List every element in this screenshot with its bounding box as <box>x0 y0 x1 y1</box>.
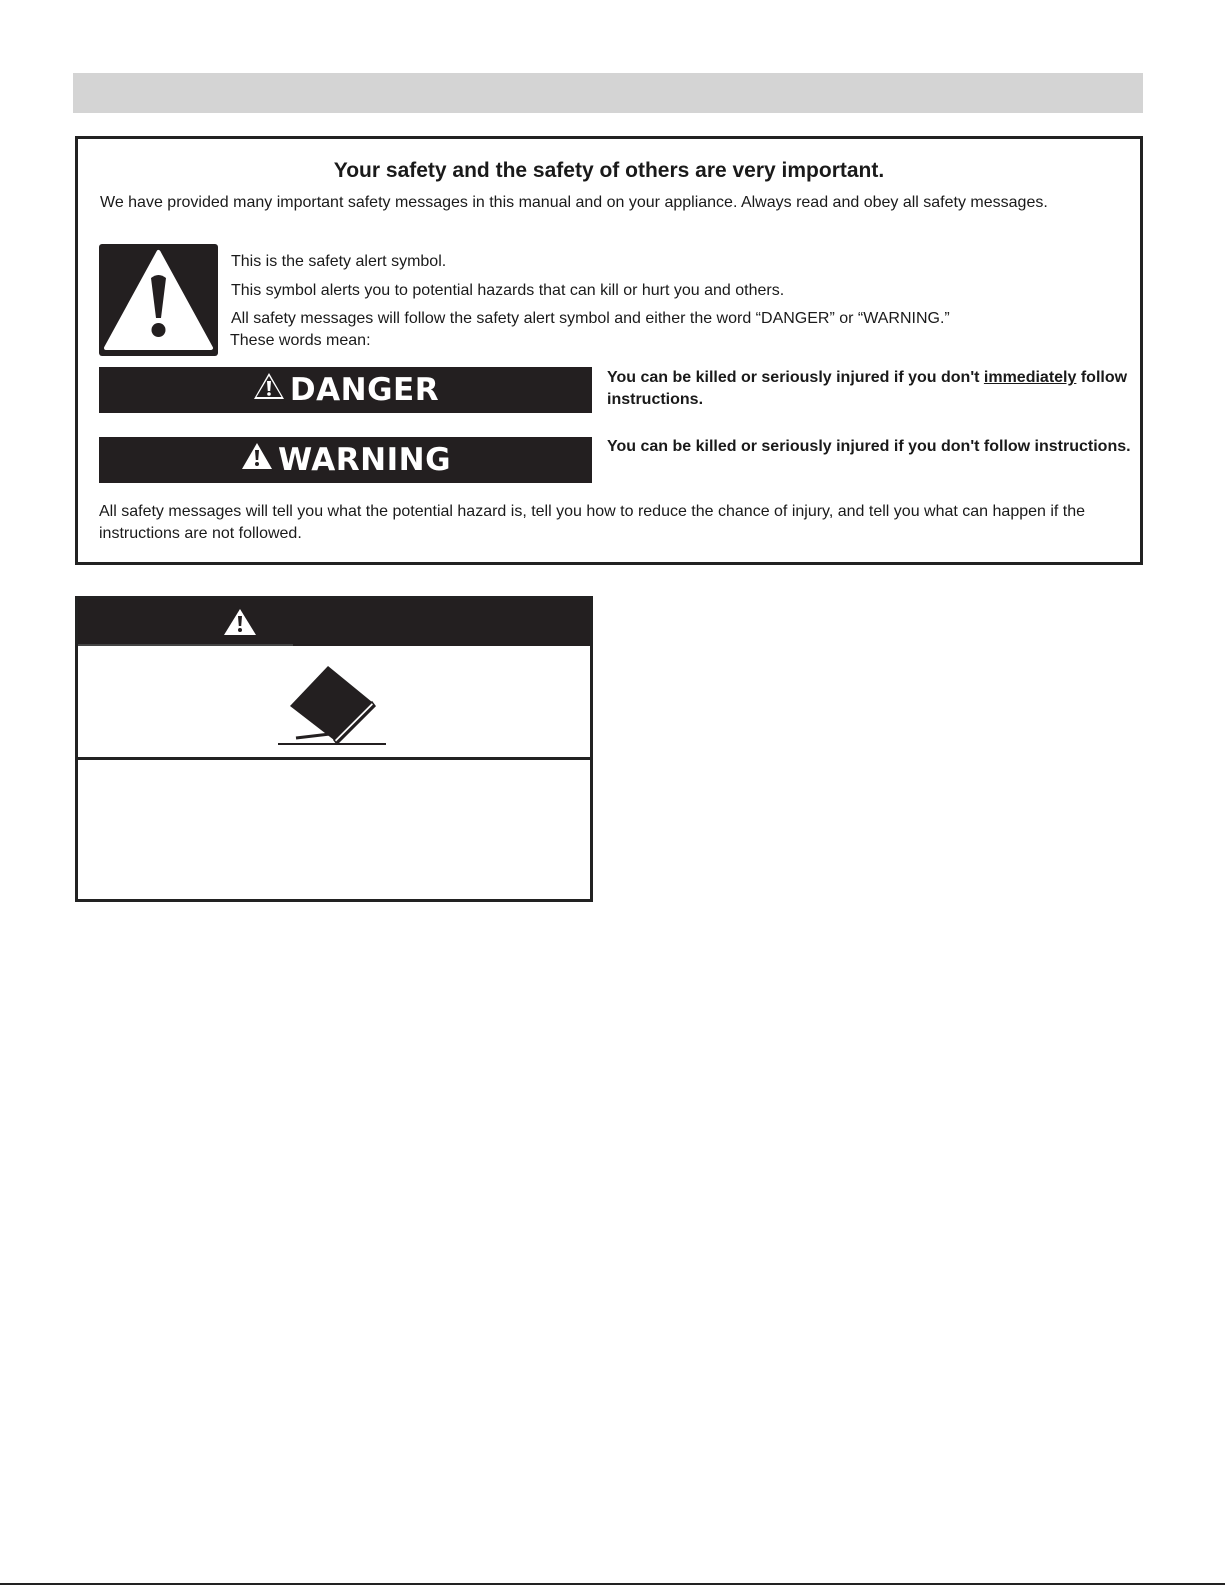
safety-alert-symbol-icon <box>99 244 218 356</box>
section-header-bar <box>73 73 1143 113</box>
danger-triangle-icon <box>252 371 286 409</box>
safety-intro: We have provided many important safety messages in this manual and on your appliance. Always read and obey all safety messages. <box>100 194 1048 211</box>
warning-label: WARNING <box>277 442 452 478</box>
symbol-line-3: All safety messages will follow the safety alert symbol and either the word “DANGER” or “WARNING.” <box>231 310 950 327</box>
danger-signal-bar <box>99 367 592 413</box>
tip-over-warning-box <box>75 596 593 902</box>
warning-signal-bar <box>99 437 592 483</box>
warning-box-header <box>78 599 590 646</box>
danger-emphasis: immediately <box>983 369 1077 386</box>
safety-title: Your safety and the safety of others are very important. <box>333 159 885 182</box>
warning-triangle-icon <box>240 441 274 479</box>
danger-description: You can be killed or seriously injured if you don't immediately follow instructions. <box>607 369 1128 408</box>
danger-label: DANGER <box>289 372 440 408</box>
header-underline <box>78 644 293 646</box>
warning-description: You can be killed or seriously injured if you don't follow instructions. <box>607 438 1131 455</box>
symbol-line-4: These words mean: <box>230 332 371 349</box>
symbol-line-1: This is the safety alert symbol. <box>231 253 447 270</box>
tip-over-hazard-icon <box>278 664 390 751</box>
warning-box-divider <box>78 757 590 760</box>
safety-information-box <box>75 136 1143 565</box>
warning-triangle-icon <box>223 608 257 641</box>
safety-closing-text: All safety messages will tell you what the potential hazard is, tell you how to reduce the chance of injury, and tell you what can happen if the instructions are not followed. <box>99 503 1086 542</box>
symbol-line-2: This symbol alerts you to potential hazards that can kill or hurt you and others. <box>231 282 785 299</box>
